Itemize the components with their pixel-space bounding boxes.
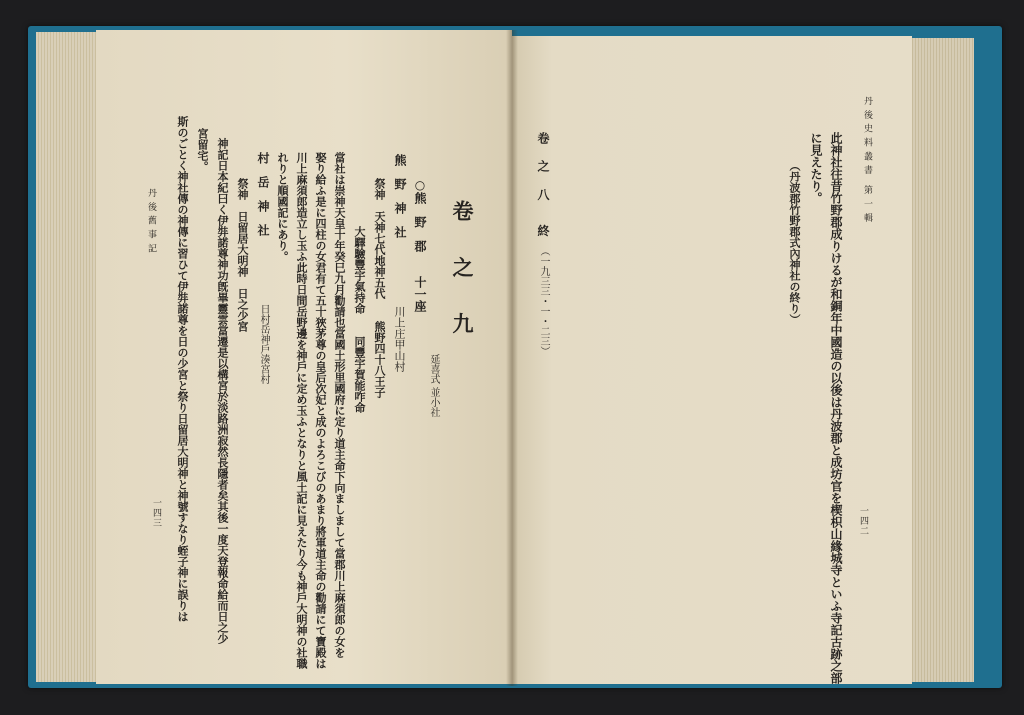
deity-line: 大驛驗豐宇氣持命 同豐宇賀能咋命: [353, 226, 366, 413]
body-line: に見えたり。: [809, 132, 823, 204]
page-number: 一四三: [151, 498, 161, 528]
body-line: 川上麻須郎造立し玉ふ此時日間岳野邊を神戶に定め玉ふとなりと風土記に見えたり今も神戶大明神の社職: [295, 152, 308, 669]
right-page: [512, 36, 912, 684]
running-header: 丹 後 史 料 叢 書 第 一 輯: [862, 96, 872, 224]
date-note: （一九三三・一・二三）: [538, 246, 549, 356]
running-footer: 丹 後 舊 事 記: [146, 188, 156, 254]
page-number: 一四二: [858, 506, 868, 536]
shrine-name: 村 岳 神 社: [256, 152, 270, 236]
deity-line: 祭神 天神七代地神五代 熊野四十八王子: [373, 178, 386, 398]
body-line: 斯のごとく神社傳の神傳に習ひて伊弉諾尊を日の少宮と祭り日留居大明神と神號すなり蛭子神に誤りは: [176, 116, 189, 622]
book-gutter: [506, 30, 518, 686]
volume-title: 卷 之 九: [450, 200, 475, 348]
volume-end: 卷 之 八 終: [536, 132, 550, 243]
district-line: ○熊 野 郡 十一座: [413, 178, 427, 312]
left-page: [96, 30, 512, 684]
deity-line: 祭神 日留居大明神 日之少宮: [236, 178, 249, 332]
page-edges-right: [910, 38, 974, 682]
body-line: 當社は崇神天皇十年癸巳九月勸請也當國土形里國府に定り道主命下向ましまして當郡川上麻須郎の女を: [333, 152, 346, 658]
body-line: 此神社往昔竹野郡成りけるが和銅年中國造の以後は丹波郡と成坊官を楔枳山緣城寺といふ寺記古跡之部: [829, 132, 843, 684]
shrine-name: 熊 野 神 社: [393, 154, 407, 238]
page-edges-left: [36, 32, 96, 682]
shrine-location: 日村岳神戶湊宮村: [258, 304, 269, 384]
body-line: れりと順國記にあり。: [276, 152, 289, 262]
closing-note: （丹波郡竹野郡式內神社の終り）: [788, 160, 801, 325]
body-line: 宮留宅。: [196, 128, 209, 172]
shrine-location: 川上庄甲山村: [393, 306, 406, 372]
engishiki-note: 延喜式 並小社: [428, 354, 439, 418]
body-line: 娶り給ふ是に四柱の女君有て五十狹茅尊の皇后次妃と成のよろこびのあまり將軍道主命の勸請にて寶殿は: [314, 152, 327, 669]
body-line: 神記日本紀曰く伊弉諾尊神功旣畢靈雲當遷是以構宮於淡路洲寂然長隱者矣其後一度天登報命給而日之少: [216, 138, 229, 644]
